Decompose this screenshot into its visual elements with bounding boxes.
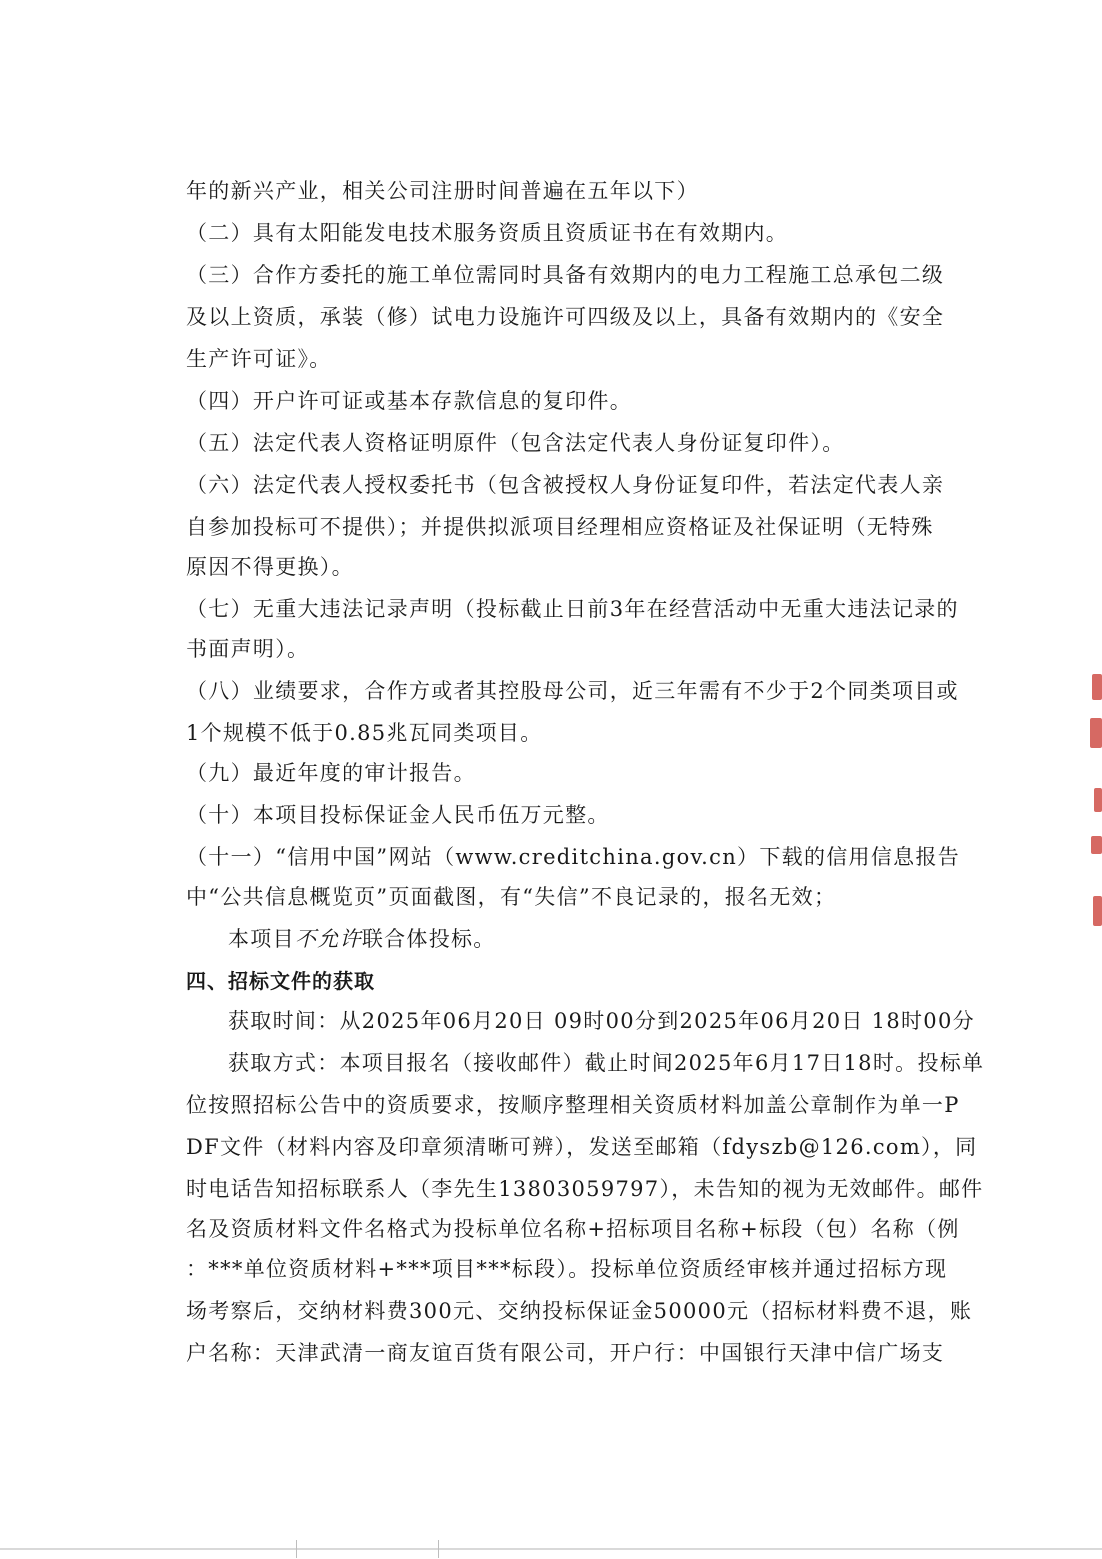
scan-edge-line xyxy=(0,1548,1102,1550)
consortium-prefix: 本项目 xyxy=(228,927,295,951)
acquire-method-line-3: DF文件（材料内容及印章须清晰可辨），发送至邮箱（fdyszb@126.com），同 xyxy=(186,1135,978,1159)
requirement-2: （二）具有太阳能发电技术服务资质且资质证书在有效期内。 xyxy=(186,221,789,245)
requirement-11-line-1: （十一）“信用中国”网站（www.creditchina.gov.cn）下载的信用信息报告 xyxy=(186,845,961,869)
requirement-6-line-3: 原因不得更换）。 xyxy=(186,555,354,579)
acquire-method-line-7: 场考察后，交纳材料费300元、交纳投标保证金50000元（招标材料费不退，账 xyxy=(186,1299,973,1323)
requirement-8-line-1: （八）业绩要求，合作方或者其控股母公司，近三年需有不少于2个同类项目或 xyxy=(186,679,959,703)
requirement-3-line-1: （三）合作方委托的施工单位需同时具备有效期内的电力工程施工总承包二级 xyxy=(186,263,945,287)
requirement-3-line-2: 及以上资质，承装（修）试电力设施许可四级及以上，具备有效期内的《安全 xyxy=(186,305,945,329)
requirement-7-line-2: 书面声明）。 xyxy=(186,637,310,661)
acquire-method-line-8: 户名称：天津武清一商友谊百货有限公司，开户行：中国银行天津中信广场支 xyxy=(186,1341,945,1365)
requirement-3-line-3: 生产许可证》。 xyxy=(186,347,332,371)
requirement-10: （十）本项目投标保证金人民币伍万元整。 xyxy=(186,803,610,827)
requirement-5: （五）法定代表人资格证明原件（包含法定代表人身份证复印件）。 xyxy=(186,431,845,455)
requirement-7-line-1: （七）无重大违法记录声明（投标截止日前3年在经营活动中无重大违法记录的 xyxy=(186,597,959,621)
consortium-emphasis: 不允许 xyxy=(294,927,362,951)
seal-stamp-fragment xyxy=(1086,660,1102,940)
requirement-8-line-2: 1个规模不低于0.85兆瓦同类项目。 xyxy=(186,721,543,745)
requirement-4: （四）开户许可证或基本存款信息的复印件。 xyxy=(186,389,632,413)
text-line-1: 年的新兴产业，相关公司注册时间普遍在五年以下） xyxy=(186,179,699,203)
consortium-statement xyxy=(228,924,968,954)
acquire-method-line-5: 名及资质材料文件名格式为投标单位名称+招标项目名称+标段（包）名称（例 xyxy=(186,1217,960,1241)
acquire-method-line-1: 获取方式：本项目报名（接收邮件）截止时间2025年6月17日18时。投标单 xyxy=(228,1051,985,1075)
requirement-6-line-1: （六）法定代表人授权委托书（包含被授权人身份证复印件，若法定代表人亲 xyxy=(186,473,945,497)
acquire-method-line-4: 时电话告知招标联系人（李先生13803059797），未告知的视为无效邮件。邮件 xyxy=(186,1177,984,1201)
requirement-6-line-2: 自参加投标可不提供）；并提供拟派项目经理相应资格证及社保证明（无特殊 xyxy=(186,515,934,539)
requirement-9: （九）最近年度的审计报告。 xyxy=(186,761,476,785)
acquire-time: 获取时间：从2025年06月20日 09时00分到2025年06月20日 18时00分 xyxy=(228,1009,975,1033)
scan-tick xyxy=(438,1540,439,1558)
acquire-method-line-6: ：***单位资质材料+***项目***标段）。投标单位资质经审核并通过招标方现 xyxy=(186,1257,948,1281)
consortium-suffix: 联合体投标。 xyxy=(361,927,496,951)
scan-tick xyxy=(296,1540,297,1558)
section-4-heading: 四、招标文件的获取 xyxy=(186,969,375,993)
acquire-method-line-2: 位按照招标公告中的资质要求，按顺序整理相关资质材料加盖公章制作为单一P xyxy=(186,1093,960,1117)
requirement-11-line-2: 中“公共信息概览页”页面截图，有“失信”不良记录的，报名无效； xyxy=(186,885,837,909)
